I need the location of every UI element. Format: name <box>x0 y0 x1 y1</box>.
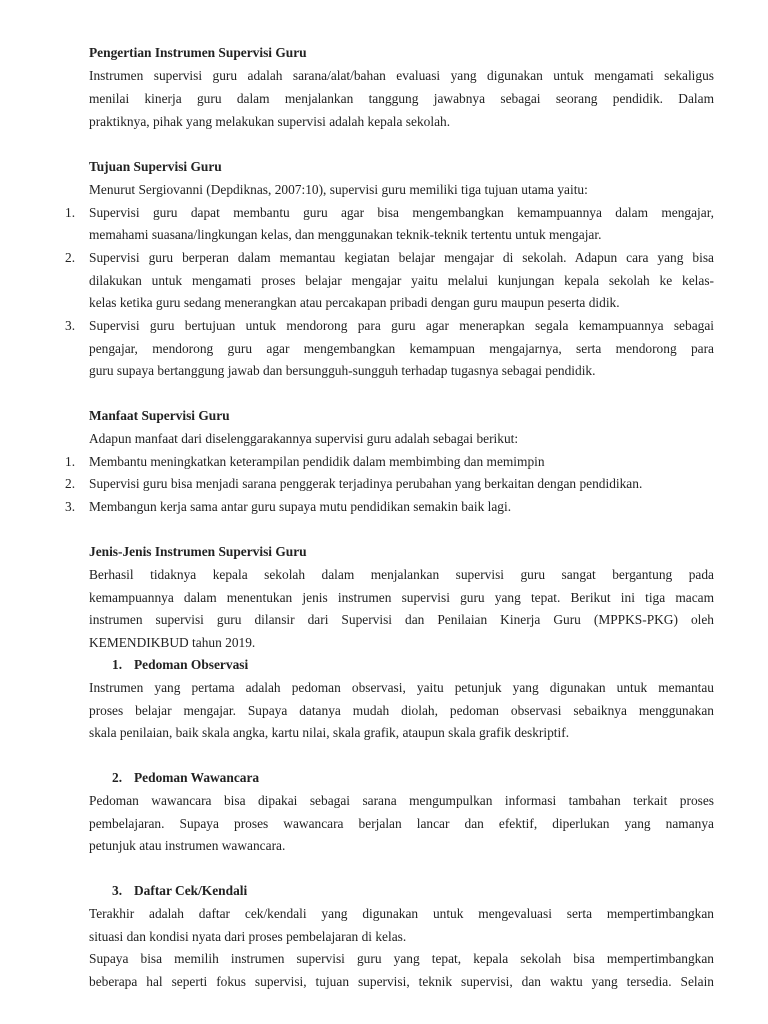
list-item-line: Supervisi guru bertujuan untuk mendorong para guru agar menerapkan segala kemampuannya sebagai <box>89 318 714 333</box>
list-number: 2. <box>65 476 76 491</box>
list-number: 2. <box>65 250 76 265</box>
list-number: 3. <box>65 318 76 333</box>
list-item-line: kelas ketika guru sedang menerangkan atau percakapan pribadi dengan guru maupun peserta didik. <box>89 295 620 310</box>
paragraph-line: instrumen supervisi guru dilansir dari Supervisi dan Penilaian Kinerja Guru (MPPKS-PKG) oleh <box>89 612 714 627</box>
subsection-number: 3. <box>112 883 123 898</box>
list-number: 1. <box>65 454 76 469</box>
paragraph-line: pembelajaran. Supaya proses wawancara berjalan lancar dan efektif, diperlukan yang namanya <box>89 816 714 831</box>
list-item-line: Supervisi guru berperan dalam memantau kegiatan belajar mengajar di sekolah. Adapun cara yang bisa <box>89 250 714 265</box>
paragraph-line: Terakhir adalah daftar cek/kendali yang digunakan untuk mengevaluasi serta mempertimbangkan <box>89 906 714 921</box>
paragraph-line: Berhasil tidaknya kepala sekolah dalam menjalankan supervisi guru sangat bergantung pada <box>89 567 714 582</box>
list-item-line: memahami suasana/lingkungan kelas, dan menggunakan teknik-teknik tertentu untuk mengajar. <box>89 227 602 242</box>
paragraph-line: Instrumen supervisi guru adalah sarana/alat/bahan evaluasi yang digunakan untuk mengamati sekaligus <box>89 68 714 83</box>
list-item-line: pengajar, mendorong guru agar mengembangkan kemampuan mengajarnya, serta mendorong para <box>89 341 714 356</box>
section-heading-jenis: Jenis-Jenis Instrumen Supervisi Guru <box>89 544 307 559</box>
section-heading-manfaat: Manfaat Supervisi Guru <box>89 408 230 423</box>
paragraph-line: situasi dan kondisi nyata dari proses pembelajaran di kelas. <box>89 929 407 944</box>
paragraph-line: menilai kinerja guru dalam menjalankan tanggung jawabnya sebagai seorang pendidik. Dalam <box>89 91 714 106</box>
subsection-heading-wawancara: Pedoman Wawancara <box>134 770 260 785</box>
paragraph-line: petunjuk atau instrumen wawancara. <box>89 838 286 853</box>
paragraph-line: Instrumen yang pertama adalah pedoman observasi, yaitu petunjuk yang digunakan untuk memantau <box>89 680 714 695</box>
paragraph-line: proses belajar mengajar. Supaya datanya mudah diolah, pedoman observasi sebaiknya menggunakan <box>89 703 714 718</box>
paragraph-line: Supaya bisa memilih instrumen supervisi guru yang tepat, kepala sekolah bisa mempertimbangkan <box>89 951 714 966</box>
section-heading-pengertian: Pengertian Instrumen Supervisi Guru <box>89 45 307 60</box>
list-item-line: Supervisi guru bisa menjadi sarana penggerak terjadinya perubahan yang berkaitan dengan pendidikan. <box>89 476 643 491</box>
subsection-number: 1. <box>112 657 123 672</box>
paragraph-line: Adapun manfaat dari diselenggarakannya supervisi guru adalah sebagai berikut: <box>89 431 519 446</box>
list-item-line: Membantu meningkatkan keterampilan pendidik dalam membimbing dan memimpin <box>89 454 545 469</box>
subsection-number: 2. <box>112 770 123 785</box>
section-heading-tujuan: Tujuan Supervisi Guru <box>89 159 222 174</box>
paragraph-line: KEMENDIKBUD tahun 2019. <box>89 635 256 650</box>
paragraph-line: kemampuannya dalam menentukan jenis instrumen supervisi guru yang tepat. Berikut ini tiga macam <box>89 590 714 605</box>
list-item-line: Supervisi guru dapat membantu guru agar bisa mengembangkan kemampuannya dalam mengajar, <box>89 205 714 220</box>
subsection-heading-observasi: Pedoman Observasi <box>134 657 249 672</box>
list-item-line: dilakukan untuk mengamati proses belajar mengajar yaitu melalui kunjungan kepala sekolah ke kelas- <box>89 273 714 288</box>
paragraph-line: beberapa hal seperti fokus supervisi, tujuan supervisi, teknik supervisi, dan waktu yang tersedia. Selain <box>89 974 714 989</box>
paragraph-line: Pedoman wawancara bisa dipakai sebagai sarana mengumpulkan informasi tambahan terkait proses <box>89 793 714 808</box>
list-number: 3. <box>65 499 76 514</box>
list-number: 1. <box>65 205 76 220</box>
list-item-line: guru supaya bertanggung jawab dan bersungguh-sungguh terhadap tugasnya sebagai pendidik. <box>89 363 596 378</box>
paragraph-line: skala penilaian, baik skala angka, kartu nilai, skala grafik, ataupun skala grafik deskriptif. <box>89 725 570 740</box>
paragraph-line: praktiknya, pihak yang melakukan supervisi adalah kepala sekolah. <box>89 114 451 129</box>
list-item-line: Membangun kerja sama antar guru supaya mutu pendidikan semakin baik lagi. <box>89 499 512 514</box>
subsection-heading-daftar-cek: Daftar Cek/Kendali <box>134 883 248 898</box>
paragraph-line: Menurut Sergiovanni (Depdiknas, 2007:10), supervisi guru memiliki tiga tujuan utama yaitu: <box>89 182 588 197</box>
